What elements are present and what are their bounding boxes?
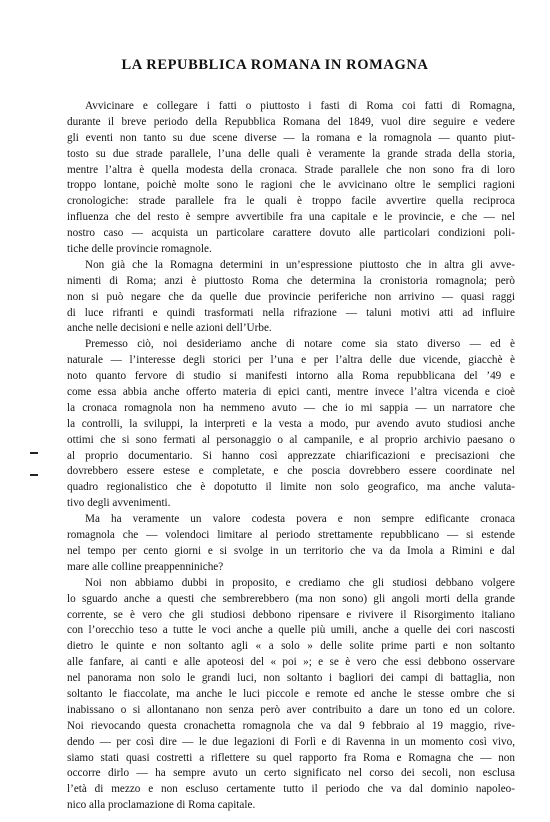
text-line: la controlli, la sviluppi, la interpreti e la vesta a modo, pur avendo avuto studiosi anche [67, 417, 515, 430]
text-line: nico alla proclamazione di Roma capitale. [67, 799, 256, 812]
text-line: con l’orecchio teso a tutte le voci anche a quelle più umili, anche a quelle dei cori nascosti [67, 624, 515, 637]
text-line: come essa abbia anche offerto materia di epici canti, mentre invece l’altra vicenda e cioè [67, 386, 515, 399]
text-line: Avvicinare e collegare i fatti o piuttosto i fasti di Roma coi fatti di Romagna, [85, 100, 515, 112]
text-line: Premesso ciò, noi desideriamo anche di notare come sia stato diverso — ed è [85, 338, 515, 351]
text-line: cronologiche: strade parallele fra le quali è troppo facile avvertire quella reciproca [67, 195, 515, 208]
text-line: ottimi che si sono fermati al personaggio o al campanile, e al proprio archivio paesano o [67, 433, 515, 446]
paragraph [67, 99, 515, 258]
text-line: di luce rifranti e quindi trasformati nella rifrazione — taluni motivi atti ad influire [67, 306, 515, 319]
text-line: Ma ha veramente un valore codesta povera e non sempre edificante cronaca [85, 513, 515, 526]
text-line: nel tempo per cento giorni e si svolge in un territorio che va da Imola a Rimini e dal [67, 544, 515, 557]
text-line: occorre dirlo — ha sempre avuto un certo significato nel corso dei secoli, non esclusa [67, 767, 515, 780]
page-title: LA REPUBBLICA ROMANA IN ROMAGNA [121, 57, 429, 73]
text-line: l’età di mezzo e non escluso certamente tutto il periodo che va dal dominio napoleo- [67, 783, 515, 796]
text-line: gli eventi non tanto su due scene diverse — la romana e la romagnola — quanto piut- [67, 131, 515, 144]
body-text [67, 99, 515, 814]
text-line: Noi non abbiamo dubbi in proposito, e crediamo che gli studiosi debbano volgere [85, 576, 515, 589]
text-line: dendo — per così dire — le due legazioni di Forlì e di Ravenna in un momento così vivo, [67, 735, 515, 748]
paragraph [67, 258, 515, 337]
text-line: Non già che la Romagna determini in un’espressione piuttosto che in altra gli avve- [85, 258, 515, 271]
text-line: lo sguardo anche a questi che sembrerebbero (ma non sono) gli angoli morti della grande [67, 592, 515, 605]
text-line: mare alle colline preappenniniche? [67, 560, 224, 573]
text-line: non si può negare che da quelle due provincie periferiche non arrivino — quasi raggi [67, 290, 515, 303]
text-line: la cronaca romagnola non ha nemmeno avuto — che io mi sappia — un narratore che [67, 401, 515, 414]
text-line: naturale — l’interesse degli storici per l’una e per l’altra delle due vicende, giacchè è [67, 354, 515, 367]
text-line: corrente, se è vero che gli studiosi debbono ripensare e rivivere il Risorgimento italiano [67, 608, 515, 621]
text-line: influenza che del resto è sempre avvertibile fra una capitale e le provincie, e che — nel [67, 211, 515, 224]
text-line: tiche delle provincie romagnole. [67, 243, 212, 256]
text-line: dietro le quinte e non soltanto agli « a solo » delle solite prime parti e non soltanto [67, 640, 515, 653]
margin-mark [30, 452, 38, 454]
text-line: nimenti di Roma; anzi è piuttosto Roma che determina la cronistoria romagnola; però [67, 274, 515, 287]
text-line: tivo degli avvenimenti. [67, 497, 171, 510]
text-line: al proprio documentario. Si hanno così apprezzate chiarificazioni e precisazioni che [67, 449, 515, 462]
paragraph [67, 512, 515, 576]
text-line: quadro regionalistico che è dopotutto il limite non solo geografico, ma anche valuta- [67, 481, 515, 494]
text-line: inabissano o si allontanano non senza però aver contribuito a dare un tono ed un colore. [67, 703, 515, 716]
text-line: durante il breve periodo della Repubblica Romana del 1849, vuol dire seguire e vedere [67, 115, 515, 128]
text-line: troppo lontane, poichè molte sono le ragioni che le avvicinano oltre le semplici ragioni [67, 179, 515, 192]
text-line: anche nelle decisioni e nelle azioni dell’Urbe. [67, 322, 272, 335]
text-line: romagnola che — volendoci limitare al periodo strettamente repubblicano — si estende [67, 529, 515, 542]
paragraph [67, 337, 515, 512]
text-line: nel panorama non solo le grandi luci, non soltanto i bagliori dei campi di battaglia, non [67, 672, 515, 685]
text-line: tosto su due strade parallele, l’una delle quali è veramente la grande strada della storia, [67, 147, 515, 160]
margin-mark [30, 474, 38, 476]
text-line: dovrebbero essere estese e completate, e che poscia dovrebbero essere coordinate nel [67, 465, 515, 478]
paragraph [67, 576, 515, 814]
text-line: nostro caso — acquista un particolare carattere dovuto alle particolari condizioni poli- [67, 227, 515, 240]
text-line: alle fanfare, ai canti e alle apoteosi del « poi »; e se è vero che essi debbono osservare [67, 656, 515, 669]
text-line: mentre l’altra è quella modesta della cronaca. Strade parallele che non sono fra di loro [67, 163, 515, 176]
text-line: noto quanto fervore di studio si manifesti intorno alla Roma repubblicana del ’49 e [67, 370, 515, 383]
text-line: Noi rievocando questa cronachetta romagnola che va dal 9 febbraio al 19 maggio, rive- [67, 719, 515, 732]
text-line: siamo stati quasi costretti a riflettere su quel rapporto fra Roma e Romagna che — non [67, 751, 515, 764]
text-line: soltanto le fiaccolate, ma anche le luci piccole e remote ed anche le stesse ombre che si [67, 687, 515, 700]
